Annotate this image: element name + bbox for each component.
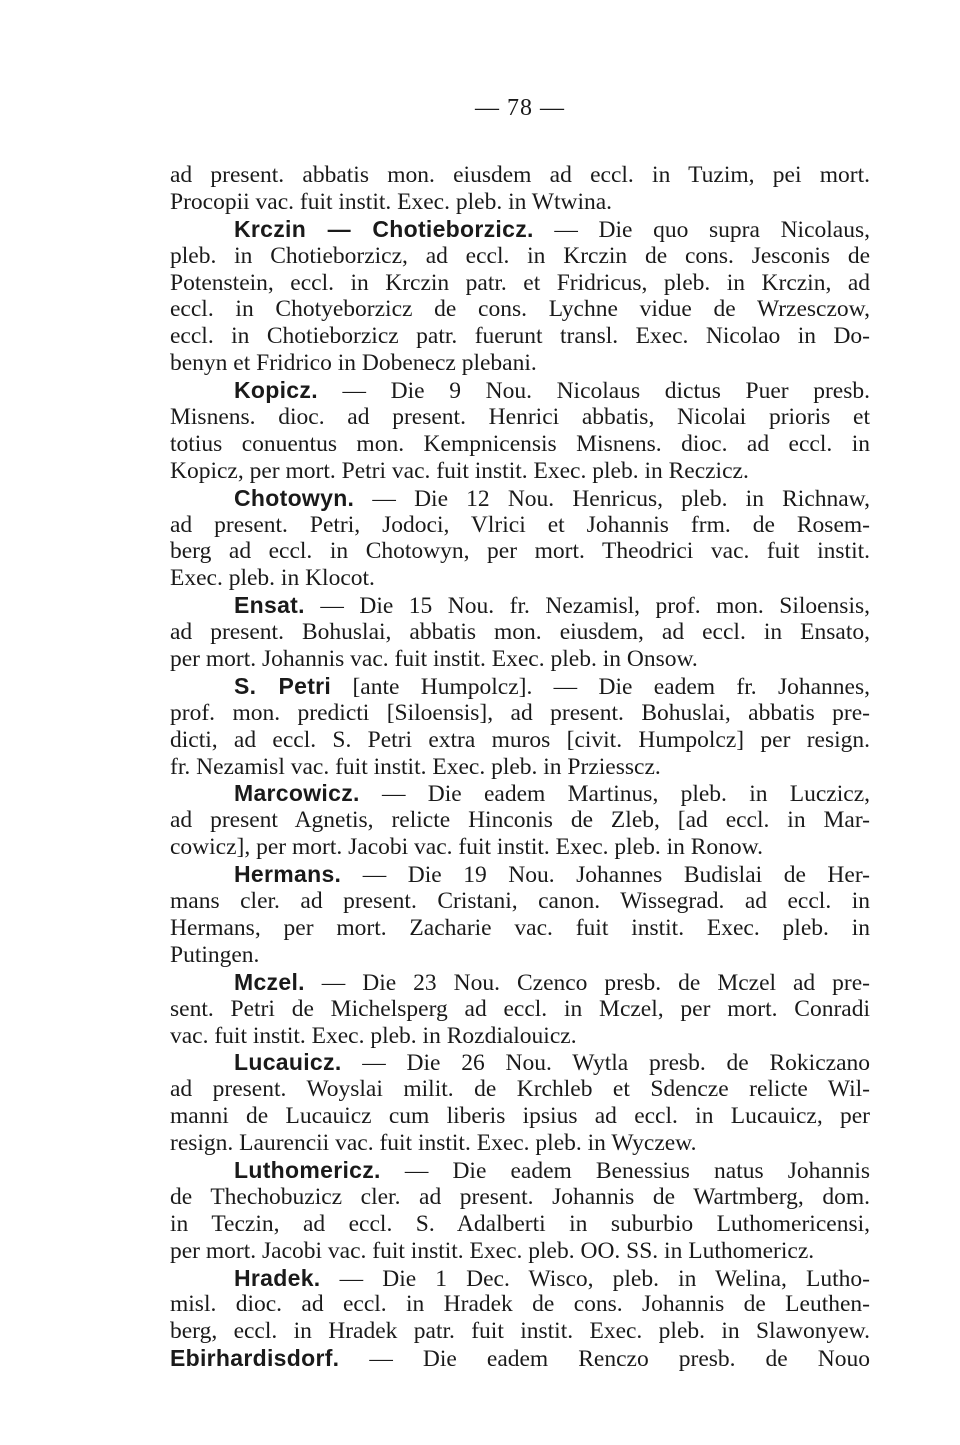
line-text: benyn et Fridrico in Dobenecz plebani. [170, 350, 537, 377]
line-text: per mort. Johannis vac. fuit instit. Exec. pleb. in Onsow. [170, 646, 698, 673]
text-line [170, 996, 870, 1023]
line-text: sent. Petri de Michelsperg ad eccl. in Mczel, per mort. Conradi [170, 995, 870, 1022]
line-text: — Die eadem Renczo presb. de Nouo [339, 1346, 870, 1373]
text-line [170, 323, 870, 350]
page-number: — 78 — [475, 95, 565, 121]
text-line [170, 834, 870, 861]
text-line [170, 270, 870, 297]
line-text: eccl. in Chotieborzicz patr. fuerunt transl. Exec. Nicolao in Do- [170, 323, 870, 350]
line-text: — Die 15 Nou. fr. Nezamisl, prof. mon. Siloensis, [304, 593, 870, 620]
line-text: per mort. Jacobi vac. fuit instit. Exec. pleb. OO. SS. in Luthomericz. [170, 1237, 815, 1264]
line-text: — Die 23 Nou. Czenco presb. de Mczel ad pre- [304, 969, 870, 996]
text-line [170, 888, 870, 915]
line-text: dicti, ad eccl. S. Petri extra muros [civit. Humpolcz] per resign. [170, 726, 870, 753]
text-line [170, 1103, 870, 1130]
text-line [170, 754, 870, 781]
text-line [170, 1184, 870, 1211]
entry-heading: Ensat. [234, 592, 305, 619]
line-text: ad present. Petri, Jodoci, Vlrici et Johannis frm. de Rosem- [170, 511, 870, 538]
entry-heading: Chotowyn. [234, 484, 355, 511]
line-text: ad present Agnetis, relicte Hinconis de Zleb, [ad eccl. in Mar- [170, 807, 870, 834]
text-line [170, 189, 870, 216]
line-text: manni de Lucauicz cum liberis ipsius ad eccl. in Lucauicz, per [170, 1103, 870, 1130]
text-line [170, 1238, 870, 1265]
text-line [170, 458, 870, 485]
line-text: pleb. in Chotieborzicz, ad eccl. in Krczin de cons. Jesconis de [170, 242, 870, 269]
text-line [170, 538, 870, 565]
text-line [170, 646, 870, 673]
text-line [170, 243, 870, 270]
entry-heading: Mczel. [234, 968, 305, 995]
text-line [170, 1049, 870, 1076]
entry-heading: Lucauicz. [234, 1049, 342, 1076]
text-body [170, 162, 870, 1372]
line-text: misl. dioc. ad eccl. in Hradek de cons. Johannis de Leuthen- [170, 1291, 870, 1318]
line-text: de Thechobuzicz cler. ad present. Johannis de Wartmberg, dom. [170, 1183, 870, 1210]
text-line [170, 1345, 870, 1372]
text-line [170, 780, 870, 807]
text-line [170, 512, 870, 539]
text-line [170, 431, 870, 458]
line-text: resign. Laurencii vac. fuit instit. Exec. pleb. in Wyczew. [170, 1130, 697, 1157]
text-line [170, 673, 870, 700]
line-text: berg, eccl. in Hradek patr. fuit instit. Exec. pleb. in Slawonyew. [170, 1318, 870, 1345]
entry-heading: Hradek. [234, 1264, 321, 1291]
text-line [170, 1211, 870, 1238]
entry-heading: Luthomericz. [234, 1156, 381, 1183]
entry-heading: S. Petri [234, 672, 332, 699]
text-line [170, 1318, 870, 1345]
line-text: ad present. abbatis mon. eiusdem ad eccl. in Tuzim, pei mort. [170, 162, 870, 188]
line-text: — Die 9 Nou. Nicolaus dictus Puer presb. [317, 378, 870, 405]
text-line [170, 485, 870, 512]
text-line [170, 1265, 870, 1292]
line-text: in Teczin, ad eccl. S. Adalberti in suburbio Luthomericensi, [170, 1210, 870, 1237]
text-line [170, 1157, 870, 1184]
text-line [170, 377, 870, 404]
text-line [170, 162, 870, 189]
entry-heading: Hermans. [234, 861, 342, 888]
line-text: Procopii vac. fuit instit. Exec. pleb. in Wtwina. [170, 188, 613, 215]
text-line [170, 404, 870, 431]
line-text: — Die 26 Nou. Wytla presb. de Rokiczano [341, 1050, 870, 1077]
line-text: vac. fuit instit. Exec. pleb. in Rozdialouicz. [170, 1022, 577, 1049]
line-text: — Die 12 Nou. Henricus, pleb. in Richnaw, [354, 485, 870, 512]
line-text: Misnens. dioc. ad present. Henrici abbatis, Nicolai prioris et [170, 404, 870, 431]
text-line [170, 216, 870, 243]
text-line [170, 969, 870, 996]
line-text: prof. mon. predicti [Siloensis], ad present. Bohuslai, abbatis pre- [170, 699, 870, 726]
line-text: — Die quo supra Nicolaus, [533, 216, 870, 243]
text-line [170, 350, 870, 377]
line-text: Hermans, per mort. Zacharie vac. fuit instit. Exec. pleb. in [170, 914, 870, 941]
text-line [170, 1130, 870, 1157]
text-line [170, 727, 870, 754]
line-text: eccl. in Chotyeborzicz de cons. Lychne vidue de Wrzesczow, [170, 296, 870, 323]
line-text: totius conuentus mon. Kempnicensis Misnens. dioc. ad eccl. in [170, 430, 870, 457]
line-text: berg ad eccl. in Chotowyn, per mort. Theodrici vac. fuit instit. [170, 538, 870, 565]
line-text: fr. Nezamisl vac. fuit instit. Exec. pleb. in Prziesscz. [170, 753, 661, 780]
line-text: Putingen. [170, 941, 260, 968]
line-text: ad present. Bohuslai, abbatis mon. eiusdem, ad eccl. in Ensato, [170, 619, 870, 646]
line-text: Kopicz, per mort. Petri vac. fuit instit. Exec. pleb. in Reczicz. [170, 457, 749, 484]
line-text: Exec. pleb. in Klocot. [170, 565, 375, 592]
text-line [170, 619, 870, 646]
text-line [170, 861, 870, 888]
text-line [170, 915, 870, 942]
entry-heading: Ebirhardisdorf. [170, 1345, 340, 1372]
text-line [170, 1023, 870, 1050]
document-page [170, 95, 870, 1372]
text-line [170, 1291, 870, 1318]
text-line [170, 807, 870, 834]
entry-heading: Kopicz. [234, 377, 318, 404]
line-text: cowicz], per mort. Jacobi vac. fuit instit. Exec. pleb. in Ronow. [170, 834, 763, 861]
text-line [170, 1076, 870, 1103]
line-text: — Die 1 Dec. Wisco, pleb. in Welina, Lutho- [320, 1265, 870, 1292]
entry-heading: Marcowicz. [234, 780, 360, 807]
text-line [170, 700, 870, 727]
line-text: — Die eadem Benessius natus Johannis [380, 1157, 870, 1184]
text-line [170, 296, 870, 323]
line-text: mans cler. ad present. Cristani, canon. Wissegrad. ad eccl. in [170, 888, 870, 915]
text-line [170, 565, 870, 592]
entry-heading: Krczin — Chotieborzicz. [234, 215, 534, 242]
line-text: — Die eadem Martinus, pleb. in Luczicz, [359, 781, 870, 808]
line-text: ad present. Woyslai milit. de Krchleb et Sdencze relicte Wil- [170, 1076, 870, 1103]
text-line [170, 942, 870, 969]
line-text: — Die 19 Nou. Johannes Budislai de Her- [341, 862, 870, 889]
text-line [170, 592, 870, 619]
line-text: Potenstein, eccl. in Krczin patr. et Fridricus, pleb. in Krczin, ad [170, 269, 870, 296]
line-text: [ante Humpolcz]. — Die eadem fr. Johannes, [331, 673, 870, 700]
